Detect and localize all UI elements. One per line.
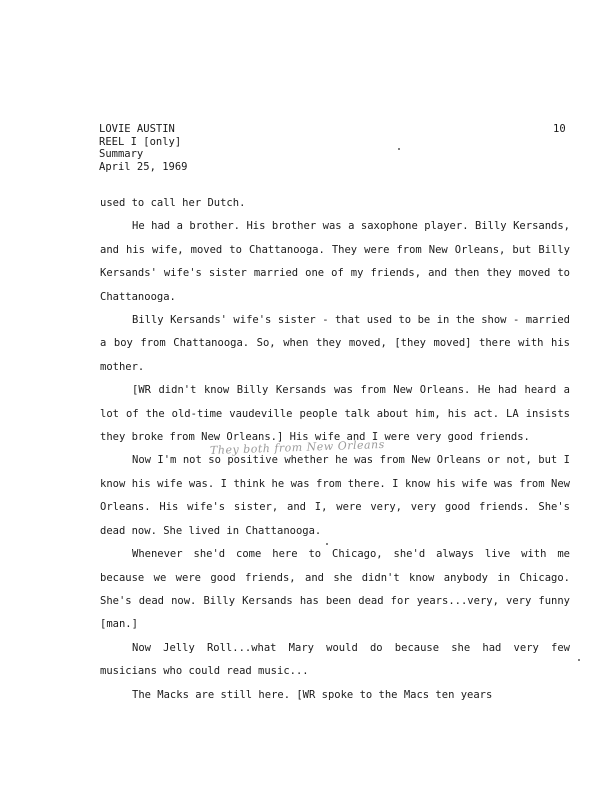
paragraph: [WR didn't know Billy Kersands was from New Orleans. He had heard a lot of the old-time vaudeville people talk about him, his act. LA insists they broke from New Orleans.] His wife and I were very good friends. <box>100 384 570 444</box>
paragraph: He had a brother. His brother was a saxophone player. Billy Kersands, and his wife, moved to Chattanooga. They were from New Orleans, but Billy Kersands' wife's sister married one of my friends, and then they moved to Chattanooga. <box>100 220 570 303</box>
handwritten-annotation: They both from New Orleans <box>209 437 386 458</box>
paragraph: Now I'm not so positive whether he was from New Orleans or not, but I know his wife was. I think he was from there. I know his wife was from New Orleans. His wife's sister, and I, were very, very good friends. She's dead now. She lived in Chattanooga. <box>100 454 570 537</box>
paragraph: The Macks are still here. [WR spoke to the Macs ten years <box>132 688 493 701</box>
paragraph: Now Jelly Roll...what Mary would do because she had very few musicians who could read music... <box>100 641 570 678</box>
paragraph-continuation: used to call her Dutch. <box>100 197 246 209</box>
scan-speck <box>398 148 400 150</box>
transcript-header <box>99 123 188 173</box>
interview-date: April 25, 1969 <box>99 160 188 173</box>
paragraph: Billy Kersands' wife's sister - that used to be in the show - married a boy from Chattanooga. So, when they moved, [they moved] there with his mother. <box>100 314 570 373</box>
interviewee-name: LOVIE AUSTIN <box>99 123 175 135</box>
paragraph: Whenever she'd come here to Chicago, she'd always live with me because we were good friends, and she didn't know anybody in Chicago. She's dead now. Billy Kersands has been dead for years...very, very funny [man.] <box>100 548 570 631</box>
document-type: Summary <box>99 148 144 160</box>
reel-label: REEL I [only] <box>99 135 182 148</box>
scan-speck <box>578 659 580 661</box>
scan-speck <box>326 543 328 545</box>
page-number: 10 <box>553 123 566 135</box>
